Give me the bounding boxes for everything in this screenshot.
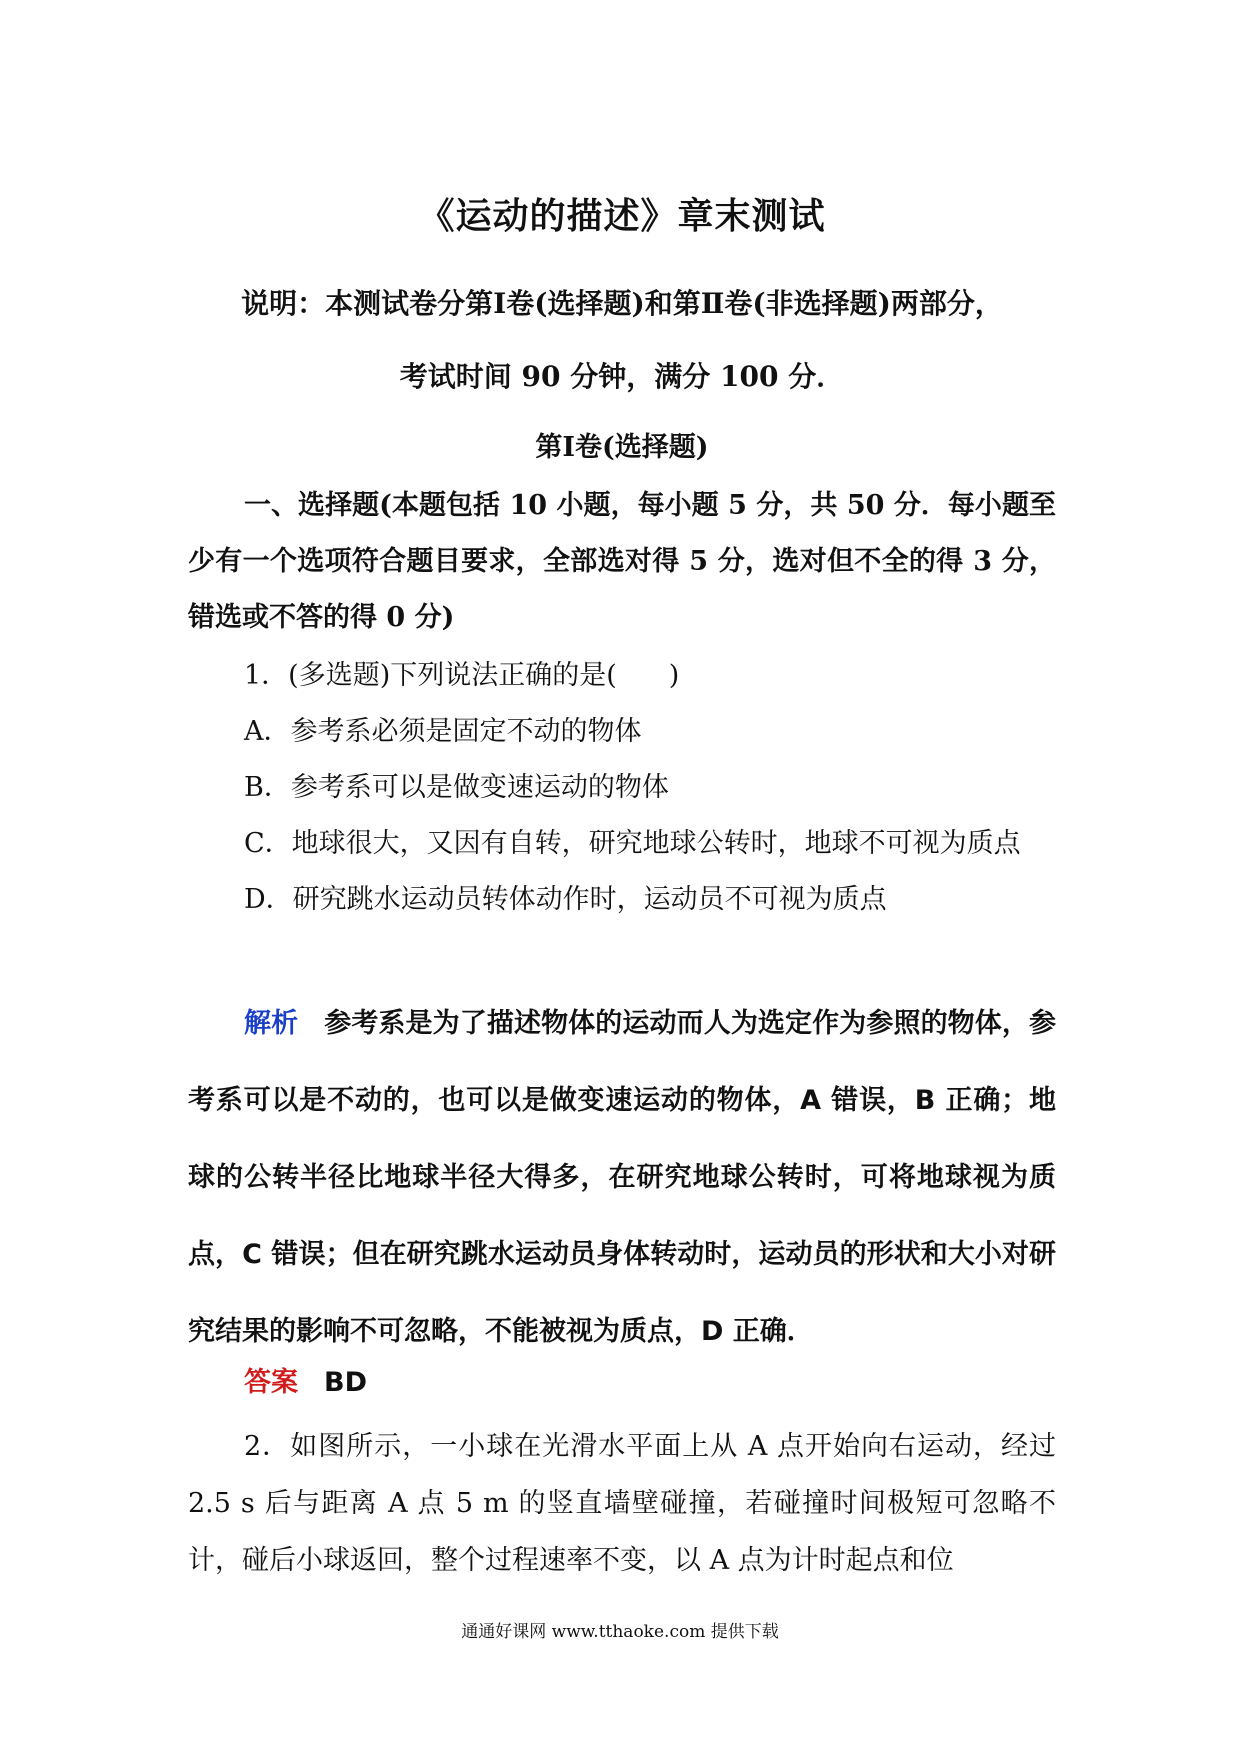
option-a: A．参考系必须是固定不动的物体 — [244, 716, 642, 747]
document-page — [188, 0, 1056, 1754]
exam-note-line-2: 考试时间 90 分钟，满分 100 分． — [399, 360, 845, 393]
option-c: C．地球很大，又因有自转，研究地球公转时，地球不可视为质点 — [244, 828, 1021, 859]
section-instructions: 一、选择题(本题包括 10 小题，每小题 5 分，共 50 分．每小题至少有一个选项符合题目要求，全部选对得 5 分，选对但不全的得 3 分，错选或不答的得 0 分) — [188, 490, 1056, 633]
question-2: 2．如图所示，一小球在光滑水平面上从 A 点开始向右运动，经过 2.5 s 后与距离 A 点 5 m 的竖直墙壁碰撞，若碰撞时间极短可忽略不计，碰后小球返回，整个过程速率不变，以 A 点为计时起点和位 — [188, 1431, 1056, 1576]
answer-block — [244, 1360, 367, 1399]
analysis-text: 参考系是为了描述物体的运动而人为选定作为参照的物体，参考系可以是不动的，也可以是做变速运动的物体，A 错误，B 正确；地球的公转半径比地球半径大得多，在研究地球公转时，可将地球视为质点，C 错误；但在研究跳水运动员身体转动时，运动员的形状和大小对研究结果的影响不可忽略，不能被视为质点，D 正确． — [188, 1008, 1057, 1347]
analysis-label: 解析 — [244, 1008, 299, 1039]
section-heading: 第Ⅰ卷(选择题) — [535, 432, 709, 463]
page-title: 《运动的描述》章末测试 — [418, 196, 826, 237]
option-d: D．研究跳水运动员转体动作时，运动员不可视为质点 — [244, 884, 887, 915]
exam-note-line-1: 说明：本测试卷分第Ⅰ卷(选择题)和第Ⅱ卷(非选择题)两部分， — [241, 287, 1003, 320]
question-1-stem-close: ) — [668, 660, 680, 691]
analysis-block — [188, 985, 1056, 1370]
question-1-stem — [188, 648, 1056, 704]
page-footer: 通通好课网 www.tthaoke.com 提供下载 — [461, 1622, 779, 1642]
option-b: B．参考系可以是做变速运动的物体 — [244, 772, 669, 803]
answer-label: 答案 — [244, 1367, 298, 1398]
question-1-stem-text: 1．(多选题)下列说法正确的是( — [244, 660, 617, 691]
question-1 — [188, 648, 1056, 928]
answer-value: BD — [324, 1367, 367, 1398]
